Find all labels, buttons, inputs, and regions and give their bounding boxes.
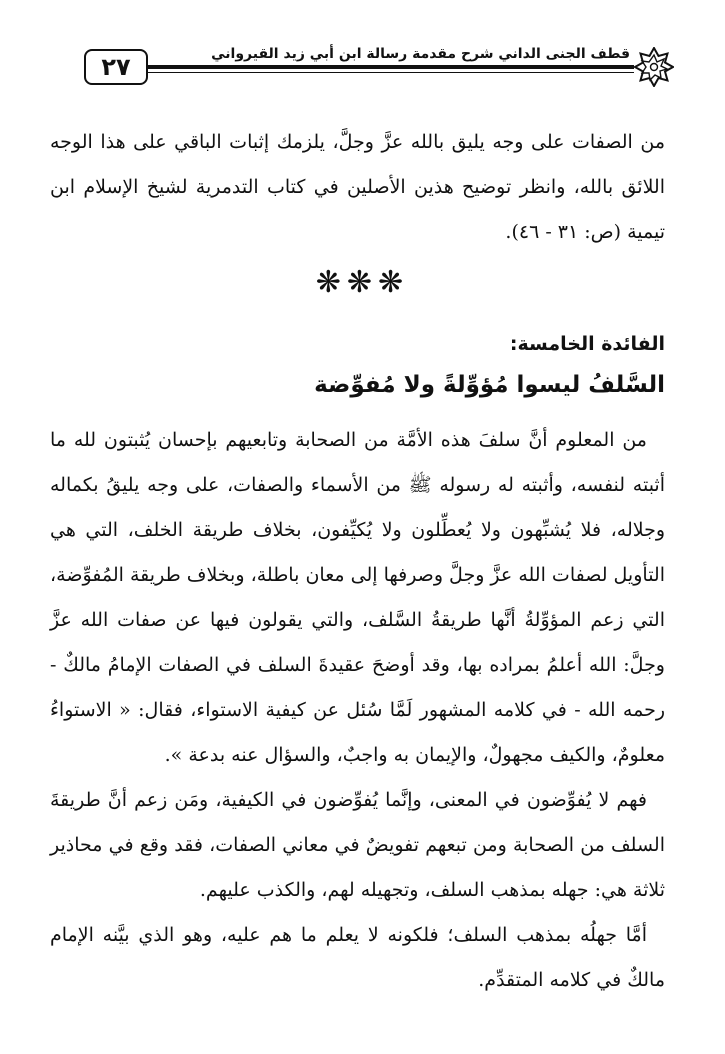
body-paragraph-3: أمَّا جهلُه بمذهب السلف؛ فلكونه لا يعلم ما هم عليه، وهو الذي بيَّنه الإمام مالكٌ في كلامه المتقدِّم.: [50, 924, 665, 991]
body-paragraph-1: من المعلوم أنَّ سلفَ هذه الأمَّة من الصحابة وتابعيهم بإحسان يُثبتون لله ما أثبته لنفسه، وأثبته له رسوله ﷺ من الأسماء والصفات، على وجه يليقُ بكماله وجلاله، فلا يُشبِّهون ولا يُعطِّلون ولا يُكيِّفون، بخلاف طريقة الخلف، التي هي التأويل لصفات الله عزَّ وجلَّ وصرفها إلى معان باطلة، وبخلاف طريقة المُفوِّضة، التي زعم المؤوِّلةُ أنَّها طريقةُ السَّلف، والتي يقولون فيها عن صفات الله عزَّ وجلَّ: الله أعلمُ بمراده بها، وقد أوضحَ عقيدةَ السلف في الصفات الإمامُ مالكٌ - رحمه الله - في كلامه المشهور لَمَّا سُئل عن كيفية الاستواء، فقال: « الاستواءُ معلومٌ، والكيف مجهولٌ، والإيمان به واجبٌ، والسؤال عنه بدعة ».: [50, 429, 665, 766]
section-separator: ❋❋❋: [315, 265, 410, 300]
header-rule: [146, 65, 634, 69]
section-subtitle: السَّلفُ ليسوا مُؤوِّلةً ولا مُفوِّضة: [314, 372, 665, 398]
page-header: [84, 45, 674, 91]
page-number: ٢٧: [84, 49, 148, 85]
star-ornament-icon: [634, 47, 674, 87]
intro-paragraph: من الصفات على وجه يليق بالله عزَّ وجلَّ، يلزمك إثبات الباقي على هذا الوجه اللائق بالله، وانظر توضيح هذين الأصلين في كتاب التدمرية لشيخ الإسلام ابن تيمية (ص: ٣١ - ٤٦).: [50, 131, 665, 243]
running-title: قطف الجنى الداني شرح مقدمة رسالة ابن أبي زيد القيرواني: [205, 46, 630, 62]
section-body: [50, 418, 665, 1003]
body-paragraph-2: فهم لا يُفوِّضون في المعنى، وإنَّما يُفوِّضون في الكيفية، ومَن زعم أنَّ طريقةَ السلف من الصحابة ومن تبعهم تفويضٌ في معاني الصفات، فقد وقع في محاذير ثلاثة هي: جهله بمذهب السلف، وتجهيله لهم، والكذب عليهم.: [50, 789, 665, 901]
header-rule-thin: [146, 72, 634, 73]
intro-text: [50, 120, 665, 255]
section-title: الفائدة الخامسة:: [509, 333, 665, 355]
